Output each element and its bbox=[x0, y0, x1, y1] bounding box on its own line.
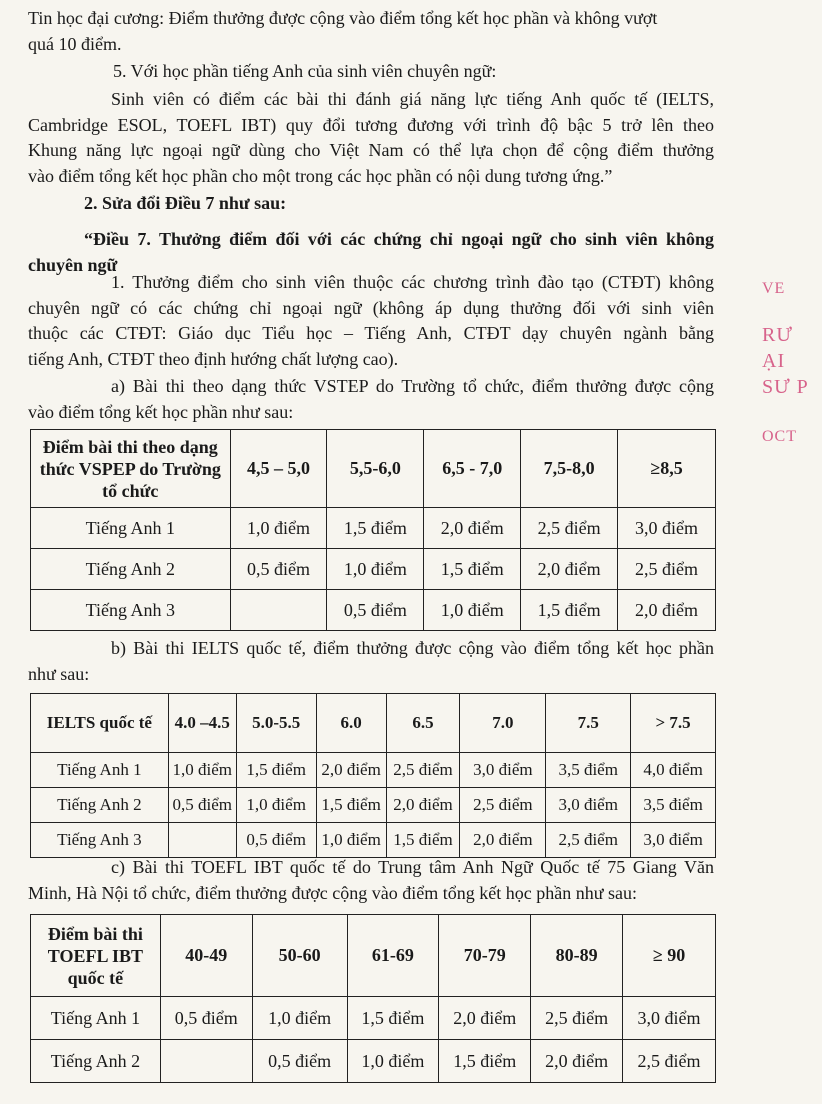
table-cell: 2,0 điểm bbox=[531, 1040, 623, 1083]
table-cell: 1,0 điểm bbox=[230, 508, 327, 549]
para-a-line-1: a) Bài thi theo dạng thức VSTEP do Trường tổ chức, điểm thưởng được cộng bbox=[111, 376, 714, 396]
table-cell bbox=[168, 823, 236, 858]
table-cell bbox=[230, 590, 327, 631]
table-cell: 1,0 điểm bbox=[327, 549, 424, 590]
table-c-header-row bbox=[31, 915, 716, 997]
table-a-header-cell: Điểm bài thi theo dạng thức VSPEP do Trường tổ chức bbox=[31, 430, 231, 508]
table-c-header-cell: 61-69 bbox=[347, 915, 439, 997]
table-cell: Tiếng Anh 2 bbox=[31, 1040, 161, 1083]
para1-line-2: chuyên ngữ có các chứng chỉ ngoại ngữ (không áp dụng thưởng đối với sinh viên bbox=[28, 297, 714, 318]
para5-line-1: Sinh viên có điểm các bài thi đánh giá năng lực tiếng Anh quốc tế (IELTS, bbox=[111, 89, 714, 109]
table-b-header-cell: 6.5 bbox=[386, 694, 460, 753]
table-cell: 2,5 điểm bbox=[623, 1040, 716, 1083]
paragraph-b bbox=[28, 636, 714, 687]
article7-line-2: chuyên ngữ bbox=[28, 254, 118, 275]
table-b-header-cell: 7.5 bbox=[546, 694, 631, 753]
table-cell: 2,0 điểm bbox=[460, 823, 546, 858]
table-cell: 2,0 điểm bbox=[521, 549, 618, 590]
table-row bbox=[31, 788, 716, 823]
table-cell: 1,5 điểm bbox=[386, 823, 460, 858]
table-cell: 1,5 điểm bbox=[327, 508, 424, 549]
table-cell: 3,5 điểm bbox=[546, 753, 631, 788]
table-cell: 3,0 điểm bbox=[631, 823, 716, 858]
table-a-header-row bbox=[31, 430, 716, 508]
table-cell: 1,5 điểm bbox=[236, 753, 316, 788]
table-a-header-cell: 7,5-8,0 bbox=[521, 430, 618, 508]
table-vstep bbox=[30, 429, 716, 631]
table-cell: 3,0 điểm bbox=[618, 508, 716, 549]
table-cell: 1,0 điểm bbox=[236, 788, 316, 823]
top-paragraph bbox=[28, 6, 714, 57]
item-5: 5. Với học phần tiếng Anh của sinh viên chuyên ngữ: bbox=[113, 61, 497, 81]
para-b-line-1: b) Bài thi IELTS quốc tế, điểm thưởng được cộng vào điểm tổng kết học phần bbox=[111, 638, 714, 658]
table-cell: 1,5 điểm bbox=[424, 549, 521, 590]
table-cell: 1,0 điểm bbox=[424, 590, 521, 631]
table-cell: Tiếng Anh 2 bbox=[31, 788, 169, 823]
table-cell: 2,0 điểm bbox=[618, 590, 716, 631]
table-cell: 0,5 điểm bbox=[236, 823, 316, 858]
table-b-header-cell: IELTS quốc tế bbox=[31, 694, 169, 753]
paragraph-5 bbox=[28, 87, 714, 189]
para-b-line-2: như sau: bbox=[28, 663, 90, 684]
table-b-header-cell: 4.0 –4.5 bbox=[168, 694, 236, 753]
table-cell: 2,0 điểm bbox=[439, 997, 531, 1040]
table-cell: Tiếng Anh 2 bbox=[31, 549, 231, 590]
table-cell: Tiếng Anh 3 bbox=[31, 823, 169, 858]
table-cell: 2,5 điểm bbox=[460, 788, 546, 823]
para-c-line-2: Minh, Hà Nội tổ chức, điểm thưởng được cộng vào điểm tổng kết học phần như sau: bbox=[28, 882, 637, 903]
top-line-1: Tin học đại cương: Điểm thưởng được cộng vào điểm tổng kết học phần và không vượt bbox=[28, 8, 658, 28]
table-b-header-row bbox=[31, 694, 716, 753]
table-c-header-cell: 80-89 bbox=[531, 915, 623, 997]
table-row bbox=[31, 590, 716, 631]
table-cell: 1,0 điểm bbox=[347, 1040, 439, 1083]
article7-line-1: “Điều 7. Thưởng điểm đối với các chứng chỉ ngoại ngữ cho sinh viên không bbox=[84, 229, 714, 249]
table-cell: 1,5 điểm bbox=[521, 590, 618, 631]
stamp-text-1: VE bbox=[762, 280, 786, 297]
table-b-header-cell: 5.0-5.5 bbox=[236, 694, 316, 753]
table-c-header-cell: ≥ 90 bbox=[623, 915, 716, 997]
table-b-header-cell: 7.0 bbox=[460, 694, 546, 753]
table-c-header-cell: Điểm bài thi TOEFL IBT quốc tế bbox=[31, 915, 161, 997]
table-ielts bbox=[30, 693, 716, 858]
para5-line-4: vào điểm tổng kết học phần cho một trong các học phần có nội dung tương ứng.” bbox=[28, 165, 613, 186]
table-cell: 2,0 điểm bbox=[386, 788, 460, 823]
table-toefl bbox=[30, 914, 716, 1083]
table-cell: 1,5 điểm bbox=[347, 997, 439, 1040]
table-cell: 0,5 điểm bbox=[252, 1040, 347, 1083]
table-b-header-cell: 6.0 bbox=[316, 694, 386, 753]
table-cell: 1,0 điểm bbox=[168, 753, 236, 788]
stamp-text-5: OCT bbox=[762, 428, 797, 445]
table-cell: 2,0 điểm bbox=[424, 508, 521, 549]
stamp-text-3: ẠI bbox=[762, 350, 786, 372]
table-row bbox=[31, 753, 716, 788]
para5-line-2: Cambridge ESOL, TOEFL IBT) quy đổi tương đương với trình độ bậc 5 trở lên theo bbox=[28, 114, 714, 135]
table-cell: Tiếng Anh 1 bbox=[31, 997, 161, 1040]
table-row bbox=[31, 997, 716, 1040]
para1-line-3: thuộc các CTĐT: Giáo dục Tiểu học – Tiếng Anh, CTĐT dạy chuyên ngành bằng bbox=[28, 323, 714, 343]
table-cell: 3,0 điểm bbox=[546, 788, 631, 823]
table-cell: 2,0 điểm bbox=[316, 753, 386, 788]
paragraph-c bbox=[28, 855, 714, 906]
table-row bbox=[31, 549, 716, 590]
table-cell: 2,5 điểm bbox=[386, 753, 460, 788]
para1-line-1: 1. Thưởng điểm cho sinh viên thuộc các chương trình đào tạo (CTĐT) không bbox=[111, 272, 714, 292]
para1-line-4: tiếng Anh, CTĐT theo định hướng chất lượng cao). bbox=[28, 348, 399, 369]
table-cell: 4,0 điểm bbox=[631, 753, 716, 788]
official-stamp-fragment bbox=[762, 280, 822, 450]
table-cell: 2,5 điểm bbox=[546, 823, 631, 858]
para5-line-3: Khung năng lực ngoại ngữ dùng cho Việt Nam có thể lựa chọn để cộng điểm thưởng bbox=[28, 140, 714, 160]
para-c-line-1: c) Bài thi TOEFL IBT quốc tế do Trung tâm Anh Ngữ Quốc tế 75 Giang Văn bbox=[111, 857, 714, 877]
table-row bbox=[31, 1040, 716, 1083]
table-cell: 0,5 điểm bbox=[160, 997, 252, 1040]
top-line-2: quá 10 điểm. bbox=[28, 33, 122, 54]
para-a-line-2: vào điểm tổng kết học phần như sau: bbox=[28, 401, 294, 422]
table-row bbox=[31, 823, 716, 858]
table-cell: 1,5 điểm bbox=[316, 788, 386, 823]
paragraph-a bbox=[28, 374, 714, 425]
table-cell: Tiếng Anh 1 bbox=[31, 508, 231, 549]
table-a-header-cell: ≥8,5 bbox=[618, 430, 716, 508]
table-a-header-cell: 4,5 – 5,0 bbox=[230, 430, 327, 508]
stamp-text-4: SƯ P bbox=[762, 376, 809, 398]
paragraph-1 bbox=[28, 270, 714, 372]
table-cell: 3,0 điểm bbox=[460, 753, 546, 788]
table-row bbox=[31, 508, 716, 549]
table-c-header-cell: 50-60 bbox=[252, 915, 347, 997]
table-cell: 1,5 điểm bbox=[439, 1040, 531, 1083]
table-cell: 1,0 điểm bbox=[316, 823, 386, 858]
table-cell: 1,0 điểm bbox=[252, 997, 347, 1040]
table-cell: 0,5 điểm bbox=[168, 788, 236, 823]
table-cell: 0,5 điểm bbox=[327, 590, 424, 631]
stamp-text-2: RƯ bbox=[762, 324, 793, 346]
amendment-2: 2. Sửa đổi Điều 7 như sau: bbox=[84, 193, 287, 213]
table-a-header-cell: 5,5-6,0 bbox=[327, 430, 424, 508]
table-b-header-cell: > 7.5 bbox=[631, 694, 716, 753]
table-cell: Tiếng Anh 1 bbox=[31, 753, 169, 788]
table-cell: 0,5 điểm bbox=[230, 549, 327, 590]
table-cell: Tiếng Anh 3 bbox=[31, 590, 231, 631]
table-cell: 2,5 điểm bbox=[521, 508, 618, 549]
table-a-header-cell: 6,5 - 7,0 bbox=[424, 430, 521, 508]
table-cell bbox=[160, 1040, 252, 1083]
table-c-header-cell: 40-49 bbox=[160, 915, 252, 997]
table-cell: 3,0 điểm bbox=[623, 997, 716, 1040]
table-cell: 3,5 điểm bbox=[631, 788, 716, 823]
table-c-header-cell: 70-79 bbox=[439, 915, 531, 997]
table-cell: 2,5 điểm bbox=[531, 997, 623, 1040]
table-cell: 2,5 điểm bbox=[618, 549, 716, 590]
